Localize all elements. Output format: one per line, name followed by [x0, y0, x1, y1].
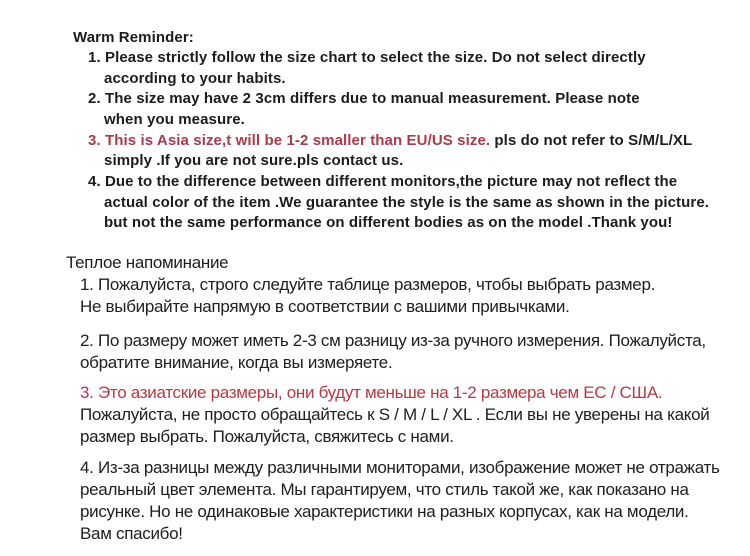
russian-item4-line4: Вам спасибо!	[80, 523, 183, 543]
russian-item3	[0, 382, 750, 448]
russian-title: Теплое напоминание	[66, 252, 229, 272]
russian-item4-line2: реальный цвет элемента. Мы гарантируем, что стиль такой же, как показано на	[80, 479, 689, 499]
russian-item1	[0, 274, 750, 318]
english-item3-black-text: pls do not refer to S/M/L/XL	[490, 131, 693, 149]
russian-item2-line1: 2. По размеру может иметь 2-3 см разницу из-за ручного измерения. Пожалуйста,	[80, 330, 706, 350]
english-item2-line2: when you measure.	[104, 110, 245, 128]
english-item1-line2: according to your habits.	[104, 69, 286, 87]
english-item3-line1	[88, 131, 750, 152]
russian-item2-line2: обратите внимание, когда вы измеряете.	[80, 352, 393, 372]
russian-item3-line2: Пожалуйста, не просто обращайтесь к S / M / L / XL . Если вы не уверены на какой	[80, 404, 710, 424]
russian-item1-line1: 1. Пожалуйста, строго следуйте таблице размеров, чтобы выбрать размер.	[80, 274, 656, 294]
russian-reminder-section	[0, 252, 750, 545]
english-title: Warm Reminder:	[73, 29, 194, 46]
russian-item2	[0, 330, 750, 374]
russian-item4	[0, 457, 750, 545]
english-item2-line1: 2. The size may have 2 3cm differs due to manual measurement. Please note	[88, 90, 640, 108]
english-item1-line1: 1. Please strictly follow the size chart to select the size. Do not select directly	[88, 49, 646, 66]
english-item3-line2: simply .If you are not sure.pls contact us.	[104, 152, 404, 170]
russian-item4-line1: 4. Из-за разницы между различными мониторами, изображение может не отражать	[80, 457, 720, 477]
english-reminder-section	[0, 27, 750, 234]
english-item4-line1: 4. Due to the difference between different monitors,the picture may not reflect the	[88, 172, 678, 190]
english-item3-red-text: 3. This is Asia size,t will be 1-2 smaller than EU/US size.	[88, 131, 491, 149]
russian-item1-line2: Не выбирайте напрямую в соответствии с вашими привычками.	[80, 296, 570, 316]
russian-item3-red-line: 3. Это азиатские размеры, они будут меньше на 1-2 размера чем ЕС / США.	[80, 382, 663, 402]
english-item4-line3: but not the same performance on different bodies as on the model .Thank you!	[104, 214, 673, 232]
english-item4-line2: actual color of the item .We guarantee the style is the same as shown in the picture.	[104, 193, 710, 211]
russian-item3-line3: размер выбрать. Пожалуйста, свяжитесь с нами.	[80, 426, 454, 446]
russian-item4-line3: рисунке. Но не одинаковые характеристики на разных корпусах, как на модели.	[80, 501, 689, 521]
